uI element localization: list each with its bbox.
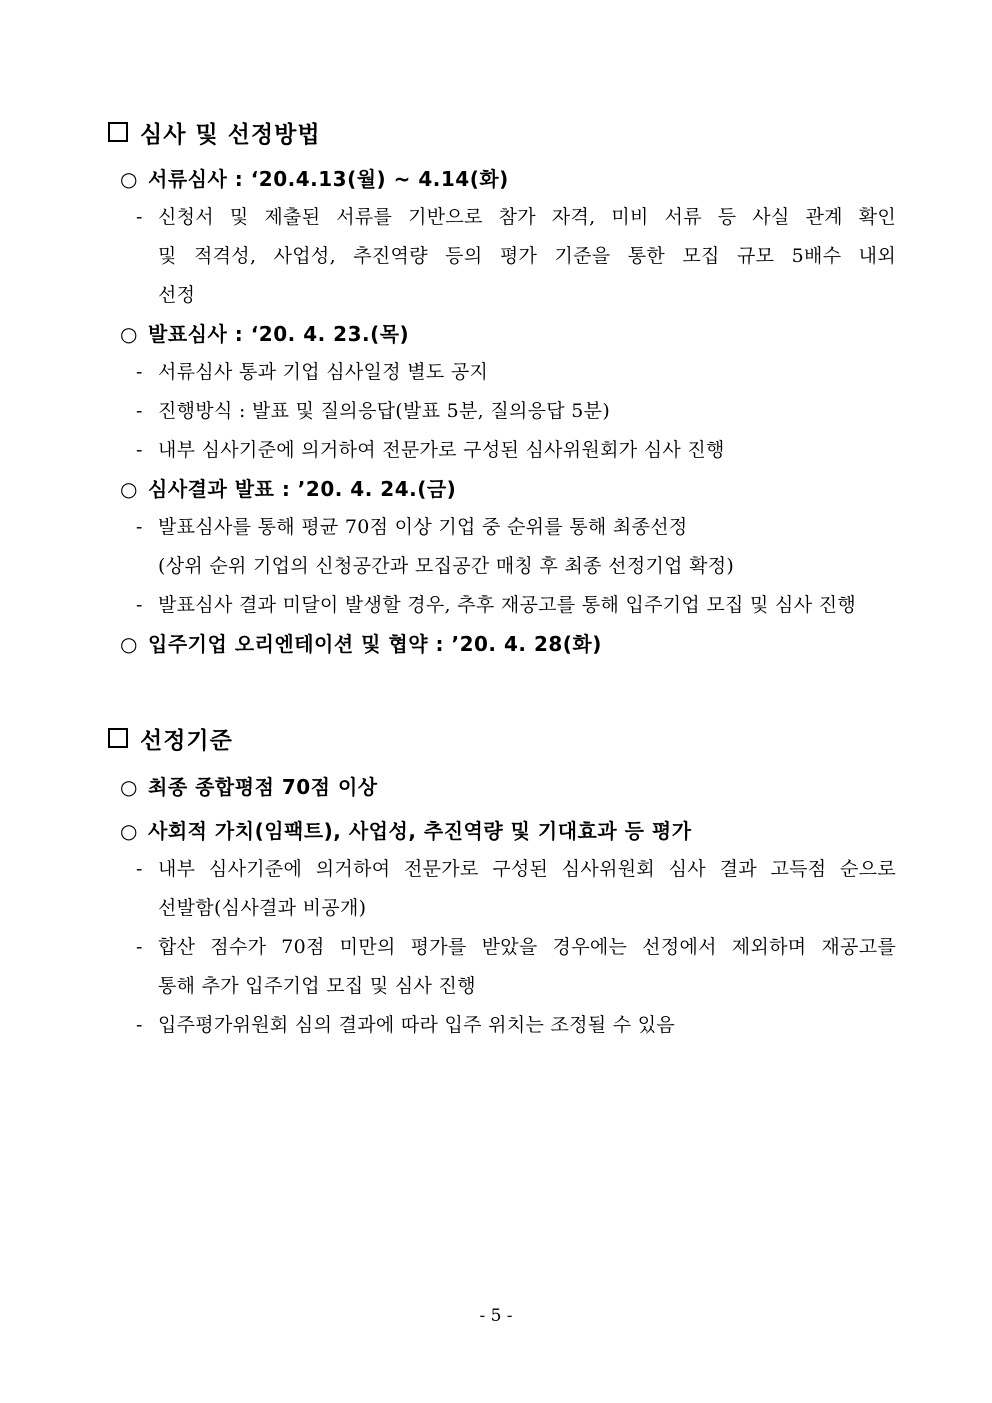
sub-item-continuation: [108, 547, 908, 586]
list-item-presentation-review: [108, 315, 908, 353]
sub-item-line: 진행방식 : 발표 및 질의응답(발표 5분, 질의응답 5분): [158, 400, 611, 422]
page-number: - 5 -: [479, 1306, 513, 1326]
circle-bullet-icon: ○: [120, 477, 138, 501]
dash-bullet: -: [136, 858, 143, 880]
sub-item: [108, 392, 908, 431]
list-item-minimum-score: [108, 768, 908, 806]
circle-bullet-icon: ○: [120, 322, 138, 346]
section-selection-criteria: [108, 718, 908, 1045]
circle-bullet-icon: ○: [120, 775, 138, 799]
sub-item-line: 통해 추가 입주기업 모집 및 심사 진행: [158, 975, 476, 997]
sub-item-continuation: [108, 967, 908, 1006]
item-text: 발표심사 : ‘20. 4. 23.(목): [148, 322, 410, 346]
sub-item-line: 신청서 및 제출된 서류를 기반으로 참가 자격, 미비 서류 등 사실 관계 확인: [158, 206, 896, 228]
sub-item-line: 선발함(심사결과 비공개): [158, 897, 367, 919]
item-text: 심사결과 발표 : ’20. 4. 24.(금): [148, 477, 457, 501]
list-item-orientation: [108, 625, 908, 663]
sub-item-line: 발표심사를 통해 평균 70점 이상 기업 중 순위를 통해 최종선정: [158, 516, 688, 538]
dash-bullet: -: [136, 936, 143, 958]
dash-bullet: -: [136, 516, 143, 538]
circle-bullet-icon: ○: [120, 819, 138, 843]
checkbox-square-icon: [108, 728, 128, 748]
sub-item: [108, 198, 908, 237]
sub-item-line: (상위 순위 기업의 신청공간과 모집공간 매칭 후 최종 선정기업 확정): [158, 555, 735, 577]
sub-item-continuation: [108, 889, 908, 928]
dash-bullet: -: [136, 439, 143, 461]
list-item-document-review: [108, 160, 908, 198]
sub-item-line: 선정: [158, 284, 196, 306]
section-title: 심사 및 선정방법: [140, 121, 321, 148]
sub-item: [108, 586, 908, 625]
circle-bullet-icon: ○: [120, 632, 138, 656]
section-heading: [108, 112, 908, 152]
sub-item-continuation: [108, 276, 908, 315]
section-heading: [108, 718, 908, 758]
item-text: 최종 종합평점 70점 이상: [148, 775, 378, 799]
sub-item-line: 내부 심사기준에 의거하여 전문가로 구성된 심사위원회 심사 결과 고득점 순으로: [158, 858, 896, 880]
section-title: 선정기준: [140, 727, 233, 754]
list-item-result-announcement: [108, 470, 908, 508]
sub-item-line: 서류심사 통과 기업 심사일정 별도 공지: [158, 361, 489, 383]
sub-item: [108, 508, 908, 547]
section-review-selection: [108, 112, 908, 663]
list-item-evaluation: [108, 812, 908, 850]
sub-item-continuation: [108, 237, 908, 276]
item-text: 서류심사 : ‘20.4.13(월) ~ 4.14(화): [148, 167, 509, 191]
dash-bullet: -: [136, 206, 143, 228]
checkbox-square-icon: [108, 122, 128, 142]
sub-item-line: 및 적격성, 사업성, 추진역량 등의 평가 기준을 통한 모집 규모 5배수 내외: [158, 245, 896, 267]
sub-item: [108, 850, 908, 889]
item-text: 입주기업 오리엔테이션 및 협약 : ’20. 4. 28(화): [148, 632, 602, 656]
sub-item-line: 내부 심사기준에 의거하여 전문가로 구성된 심사위원회가 심사 진행: [158, 439, 725, 461]
sub-item-line: 발표심사 결과 미달이 발생할 경우, 추후 재공고를 통해 입주기업 모집 및 심사 진행: [158, 594, 856, 616]
item-text: 사회적 가치(임팩트), 사업성, 추진역량 및 기대효과 등 평가: [148, 819, 692, 843]
sub-item-line: 입주평가위원회 심의 결과에 따라 입주 위치는 조정될 수 있음: [158, 1014, 676, 1036]
circle-bullet-icon: ○: [120, 167, 138, 191]
sub-item: [108, 431, 908, 470]
sub-item: [108, 353, 908, 392]
dash-bullet: -: [136, 361, 143, 383]
dash-bullet: -: [136, 1014, 143, 1036]
dash-bullet: -: [136, 594, 143, 616]
sub-item: [108, 1006, 908, 1045]
dash-bullet: -: [136, 400, 143, 422]
sub-item-line: 합산 점수가 70점 미만의 평가를 받았을 경우에는 선정에서 제외하며 재공고를: [158, 936, 896, 958]
sub-item: [108, 928, 908, 967]
